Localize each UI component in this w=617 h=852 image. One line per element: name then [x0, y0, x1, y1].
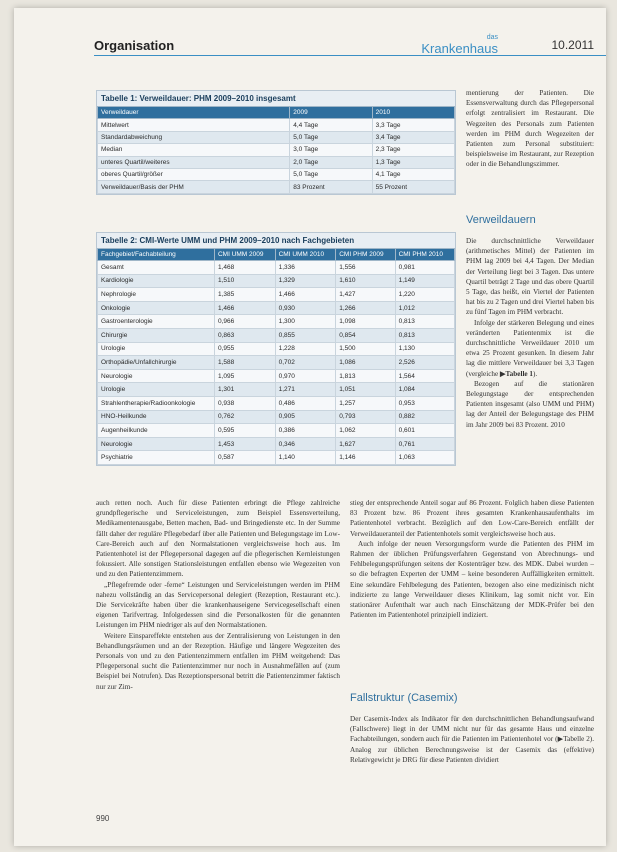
table-header-cell: 2009 — [290, 107, 372, 119]
table-cell: 83 Prozent — [290, 181, 372, 193]
table-cell: 0,813 — [395, 328, 454, 342]
table-cell: 1,510 — [214, 274, 275, 288]
table-cell: 5,0 Tage — [290, 168, 372, 180]
table-cell: Nephrologie — [98, 288, 215, 302]
paragraph: Die durchschnittliche Verweildauer (arithmetisches Mittel) der Patienten im PHM lag 2009 bei 4,4 Tagen. Der Median der Verteilung liegt bei 3 Tagen. Das untere Quartil beträgt 2 Tage und das obere Quartil 5 Tage, das heißt, ein Viertel der Patienten hat bis zu 2 Tagen und drei Viertel haben bis zu fünf Tagen im PHM verbracht. — [466, 237, 594, 317]
table-cell: 2,0 Tage — [290, 156, 372, 168]
table-1-header-row — [98, 107, 455, 119]
table-cell: 4,4 Tage — [290, 119, 372, 131]
table-cell: 1,271 — [275, 383, 336, 397]
table-cell: 1,453 — [214, 437, 275, 451]
table-cell: Verweildauer/Basis der PHM — [98, 181, 290, 193]
table-cell: 0,855 — [275, 328, 336, 342]
table-cell: 4,1 Tage — [372, 168, 454, 180]
table-cell: 1,427 — [336, 288, 395, 302]
table-cell: Augenheilkunde — [98, 424, 215, 438]
table-row — [98, 328, 455, 342]
table-cell: 1,336 — [275, 261, 336, 275]
paragraph: Bezogen auf die stationären Belegungstage der entsprechenden Patienten insgesamt (also UMM und PHM) lag der Anteil der Belegungstage des PHM im Jahr 2009 bei 83 Prozent. 2010 — [466, 379, 594, 429]
table-cell: Kardiologie — [98, 274, 215, 288]
table-cell: 1,627 — [336, 437, 395, 451]
table-cell: Orthopädie/Unfallchirurgie — [98, 356, 215, 370]
table-row — [98, 156, 455, 168]
table-cell: 0,813 — [395, 315, 454, 329]
table-cell: 0,955 — [214, 342, 275, 356]
table-cell: 1,3 Tage — [372, 156, 454, 168]
table-cell: Strahlentherapie/Radioonkologie — [98, 396, 215, 410]
magazine-logo — [421, 32, 498, 54]
table-cell: 1,130 — [395, 342, 454, 356]
table-1-body — [98, 119, 455, 193]
table-header-cell: Verweildauer — [98, 107, 290, 119]
table-1 — [96, 90, 456, 195]
table-header-cell: CMI PHM 2009 — [336, 249, 395, 261]
table-row — [98, 369, 455, 383]
table-cell: Gesamt — [98, 261, 215, 275]
table-1-caption: Tabelle 1: Verweildauer: PHM 2009–2010 insgesamt — [101, 94, 296, 103]
table-cell: Mittelwert — [98, 119, 290, 131]
table-cell: 0,854 — [336, 328, 395, 342]
table-cell: 0,863 — [214, 328, 275, 342]
table-cell: 3,0 Tage — [290, 144, 372, 156]
table-cell: 1,468 — [214, 261, 275, 275]
table-row — [98, 119, 455, 131]
table-row — [98, 288, 455, 302]
table-2 — [96, 232, 456, 466]
table-row — [98, 410, 455, 424]
table-row — [98, 181, 455, 193]
table-cell: 0,793 — [336, 410, 395, 424]
table-cell: 1,257 — [336, 396, 395, 410]
paragraph: auch retten noch. Auch für diese Patienten erbringt die Pflege zahlreiche grundpflegerische und Serviceleistungen, zum Beispiel Essensverteilung, Medikamentenausgabe, Betten machen, Bad- und Bringedienste etc. In der Summe fällt daher der reguläre Pflegebedarf über alle Patienten und Belegungstage im Low-Care-Bereich auch auf den Normalstationen vergleichsweise hoch aus. Im Patientenhotel ist der Pflegepersonal dagegen auf die pflegerischen Kernleistungen fokussiert. Alle sonstigen Stationsleistungen entfallen ebenso wie Wegezeiten von und zu den Patientenzimmern. — [96, 499, 340, 579]
table-cell: 0,386 — [275, 424, 336, 438]
table-header-cell: CMI PHM 2010 — [395, 249, 454, 261]
magazine-logo-small: das — [486, 34, 498, 41]
table-cell: 0,761 — [395, 437, 454, 451]
table-row — [98, 301, 455, 315]
table-cell: 0,938 — [214, 396, 275, 410]
heading-verweildauern: Verweildauern — [466, 214, 536, 226]
table-header-cell: CMI UMM 2009 — [214, 249, 275, 261]
table-cell: 0,930 — [275, 301, 336, 315]
table-cell: Standardabweichung — [98, 131, 290, 143]
table-cell: 1,266 — [336, 301, 395, 315]
table-cell: Urologie — [98, 383, 215, 397]
text-column-right-bottom — [350, 714, 594, 765]
table-cell: 0,970 — [275, 369, 336, 383]
paragraph-text: ). — [533, 369, 538, 378]
table-cell: 0,966 — [214, 315, 275, 329]
text-column-left — [96, 498, 340, 692]
table-row — [98, 261, 455, 275]
table-cell: 0,601 — [395, 424, 454, 438]
table-2-grid — [97, 248, 455, 465]
table-header-cell: Fachgebiet/Fachabteilung — [98, 249, 215, 261]
text-column-right — [350, 498, 594, 620]
table-cell: 0,882 — [395, 410, 454, 424]
table-cell: 1,813 — [336, 369, 395, 383]
table-cell: 3,4 Tage — [372, 131, 454, 143]
table-cell: 1,095 — [214, 369, 275, 383]
table-row — [98, 144, 455, 156]
table-cell: 3,3 Tage — [372, 119, 454, 131]
table-cell: 1,228 — [275, 342, 336, 356]
table-cell: 1,466 — [214, 301, 275, 315]
table-cell: 1,564 — [395, 369, 454, 383]
table-row — [98, 396, 455, 410]
paragraph: Weitere Einspareffekte entstehen aus der Zentralisierung von Leistungen in den Behandlungsräumen und an der Rezeption. Häufige und längere Wegezeiten des Personals von und zu den Patientenzimmern entfallen im PHM weitgehend: Das Pflegepersonal sucht die Patientenzimmer nur noch in Ausnahmefällen auf (zum Beispiel bei Notrufen). Das Rezeptionspersonal betritt die Patientenzimmer faktisch nur zur Zim- — [96, 631, 340, 691]
table-cell: Psychiatrie — [98, 451, 215, 465]
table-2-header-row — [98, 249, 455, 261]
table-cell: 0,587 — [214, 451, 275, 465]
text-column-right-mid — [466, 236, 594, 430]
table-cell: 0,702 — [275, 356, 336, 370]
table-cell: 0,905 — [275, 410, 336, 424]
table-row — [98, 342, 455, 356]
table-row — [98, 168, 455, 180]
table-cell: 1,051 — [336, 383, 395, 397]
table-cell: 1,301 — [214, 383, 275, 397]
paragraph: stieg der entsprechende Anteil sogar auf 86 Prozent. Folglich haben diese Patienten 83 Prozent bzw. 86 Prozent ihres gesamten Krankenhausaufenthalts im Patientenhotel verbracht. Bezüglich auf den Low-Care-Bereich entfällt der Verweildaueranteil der Patientenhotels somit vergleichsweise hoch aus. — [350, 499, 594, 538]
table-cell: 1,588 — [214, 356, 275, 370]
table-row — [98, 274, 455, 288]
table-2-body — [98, 261, 455, 465]
table-cell: 1,500 — [336, 342, 395, 356]
paragraph: mentierung der Patienten. Die Essensverwaltung durch das Pflegepersonal erfolgt zentralisiert im Restaurant. Die Wegzeiten des Personals zum Patienten werden im PHM durch Wegezeiten der Patienten zum Personal substituiert: beispielsweise im Restaurant, zur Rezeption oder in die Behandlungszimmer. — [466, 89, 594, 169]
table-cell: HNO-Heilkunde — [98, 410, 215, 424]
document-page — [14, 8, 606, 846]
table-cell: 0,762 — [214, 410, 275, 424]
table-row — [98, 424, 455, 438]
table-cell: 1,556 — [336, 261, 395, 275]
table-row — [98, 437, 455, 451]
paragraph: Der Casemix-Index als Indikator für den durchschnittlichen Behandlungsaufwand (Fallschwere) liegt in der UMM nicht nur für das gesamte Haus und einzelne Fachabteilungen, sondern auch für die Patienten im Patientenhotel vor (▶Tabelle 2). Analog zur üblichen Berechnungsweise ist der Casemix das (effektive) Relativgewicht je DRG für diese Patienten dividiert — [350, 715, 594, 764]
paragraph: „Pflegefremde oder -ferne“ Leistungen und Serviceleistungen werden im PHM nahezu vollständig an das Servicepersonal delegiert (Rezeption, Restaurant etc.). Die Servicekräfte haben über die krankenhauseigene Servicegesellschaft einen eigenen Tarifvertrag. Infolgedessen sind die Personalkosten für die genannten Leistungen im PHM niedriger als auf den Normalstationen. — [96, 580, 340, 630]
table-cell: 5,0 Tage — [290, 131, 372, 143]
header-divider — [94, 55, 606, 56]
table-cell: Chirurgie — [98, 328, 215, 342]
table-cell: 0,595 — [214, 424, 275, 438]
table-1-grid — [97, 106, 455, 194]
table-row — [98, 383, 455, 397]
table-cell: Neurologie — [98, 437, 215, 451]
table-cell: Gastroenterologie — [98, 315, 215, 329]
table-cell: 1,329 — [275, 274, 336, 288]
table-row — [98, 451, 455, 465]
page-number: 990 — [96, 814, 110, 823]
table-cell: 1,063 — [395, 451, 454, 465]
table-row — [98, 315, 455, 329]
table-cell: 1,610 — [336, 274, 395, 288]
table-cell: 1,385 — [214, 288, 275, 302]
table-cell: 0,981 — [395, 261, 454, 275]
paragraph — [466, 318, 594, 379]
table-cell: 1,098 — [336, 315, 395, 329]
table-cell: 1,086 — [336, 356, 395, 370]
magazine-logo-text: Krankenhaus — [421, 41, 498, 56]
table-cell: Median — [98, 144, 290, 156]
table-cell: 1,149 — [395, 274, 454, 288]
section-label: Organisation — [94, 38, 175, 53]
table-cell: 1,012 — [395, 301, 454, 315]
table-cell: Onkologie — [98, 301, 215, 315]
table-row — [98, 356, 455, 370]
table-cell: 1,300 — [275, 315, 336, 329]
table-cell: 1,062 — [336, 424, 395, 438]
table-cell: 1,140 — [275, 451, 336, 465]
table-cell: 0,953 — [395, 396, 454, 410]
table-cell: 55 Prozent — [372, 181, 454, 193]
issue-number: 10.2011 — [551, 38, 594, 52]
text-column-right-top — [466, 88, 594, 170]
table-header-cell: CMI UMM 2010 — [275, 249, 336, 261]
table-cell: Urologie — [98, 342, 215, 356]
table-cell: 0,486 — [275, 396, 336, 410]
table-2-caption: Tabelle 2: CMI-Werte UMM und PHM 2009–2010 nach Fachgebieten — [101, 236, 355, 245]
table-header-cell: 2010 — [372, 107, 454, 119]
heading-fallstruktur: Fallstruktur (Casemix) — [350, 692, 458, 704]
paragraph: Auch infolge der neuen Versorgungsform wurde die Patienten des PHM im Rahmen der üblichen Prüfungsverfahren Gegenstand von Abrechnungs- und Fehlbelegungsprüfungen seitens der Kostenträger bzw. des MDK. Dabei wurden – so die befragten Experten der UMM – keine besonderen Auffälligkeiten ermittelt. Eine sekundäre Fehlbelegung des Patienten, bezogen also eine medizinisch nicht indizierte zu lange Verweildauer dieses Klinikum, lag somit nicht vor. Ein stationärer Aufenthalt war auch nach Einschätzung der MDK-Prüfer bei den Patienten im Patientenhotel prinzipiell indiziert. — [350, 539, 594, 620]
table-cell: oberes Quartil/größer — [98, 168, 290, 180]
table-cell: unteres Quartil/weiteres — [98, 156, 290, 168]
table-cell: 2,526 — [395, 356, 454, 370]
table-row — [98, 131, 455, 143]
table-cell: 2,3 Tage — [372, 144, 454, 156]
table-cell: 0,346 — [275, 437, 336, 451]
table-cell: Neurologie — [98, 369, 215, 383]
table-cell: 1,146 — [336, 451, 395, 465]
table-reference-link[interactable]: ▶Tabelle 1 — [500, 369, 534, 378]
table-cell: 1,084 — [395, 383, 454, 397]
table-cell: 1,220 — [395, 288, 454, 302]
table-cell: 1,466 — [275, 288, 336, 302]
paragraph-text: Infolge der stärkeren Belegung und eines veränderten Patientenmix ist die durchschnittliche Verweildauer 2010 um etwa 25 Prozent gesunken. In diesem Jahr lag die mittlere Verweildauer bei 3,3 Tagen (vergleiche — [466, 318, 594, 378]
